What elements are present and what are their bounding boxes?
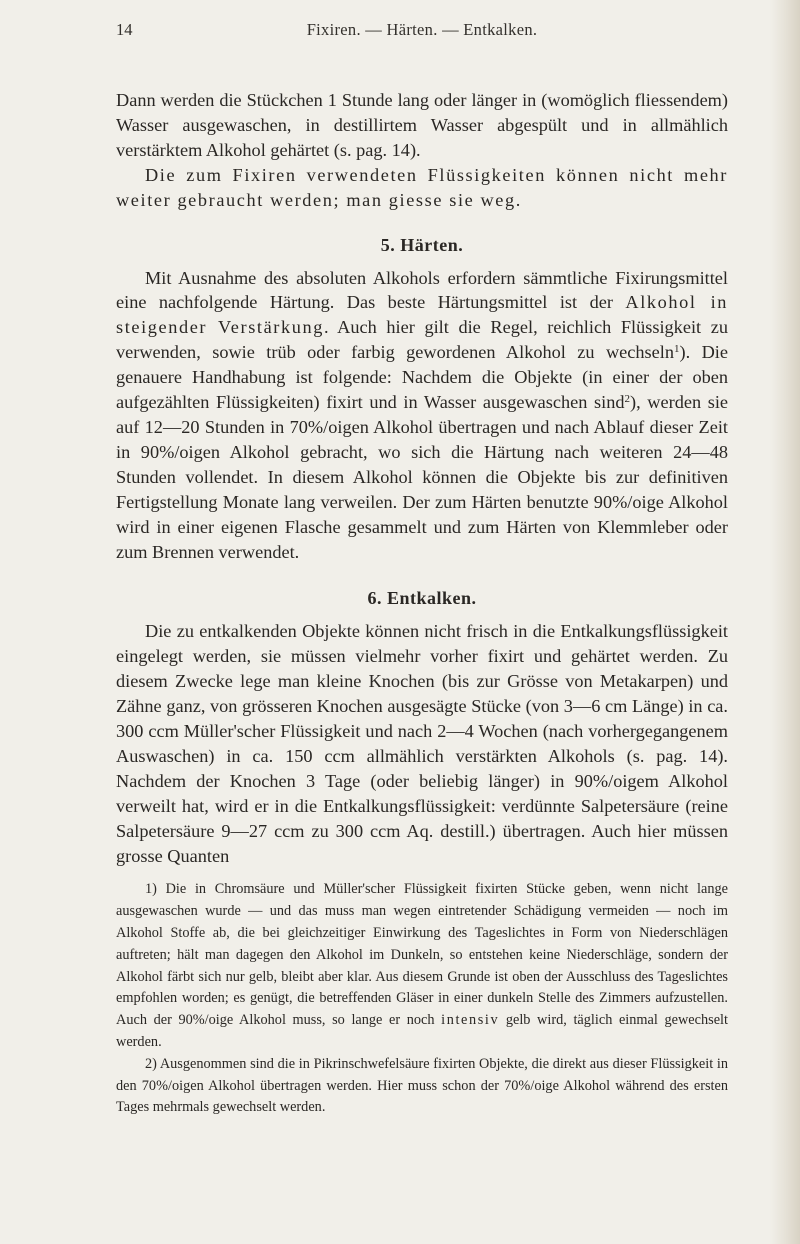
- footnote-1-emphasis: intensiv: [441, 1012, 500, 1029]
- running-title: Fixiren. — Härten. — Entkalken.: [306, 20, 538, 39]
- section-heading-haerten: 5. Härten.: [380, 234, 464, 255]
- section-heading-entkalken: 6. Entkalken.: [367, 588, 477, 609]
- entkalken-paragraph: Die zu entkalkenden Objekte können nicht frisch in die Entkalkungsflüssigkeit eingelegt werden, sie müssen vielmehr vorher fixirt und gehärtet werden. Zu diesem Zwecke lege man kleine Knochen (bis zur Grösse von Metakarpen) und Zähne ganz, von grösseren Knochen ausgesägte Stücke (von 3—6 cm Länge) in ca. 300 ccm Müller'scher Flüssigkeit und nach 2—4 Wochen (nach vorhergegangenem Auswaschen) in ca. 150 ccm allmählich verstärkten Alkohols (s. pag. 14). Nachdem der Knochen 3 Tage (oder beliebig länger) in 90%/oigem Alkohol verweilt hat, wird er in die Entkalkungsflüssigkeit: verdünnte Salpetersäure (reine Salpetersäure 9—27 ccm zu 300 ccm Aq. destill.) übertragen. Auch hier müssen grosse Quanten: [116, 621, 728, 866]
- footnotes: [116, 879, 728, 1119]
- haerten-paragraph: [116, 266, 728, 565]
- footnote-1-text-a: 1) Die in Chromsäure und Müller'scher Flüssigkeit fixirten Stücke geben, wenn nicht lange ausgewaschen wurde — und das muss man wegen eintretender Schädigung vermeiden — noch im Alkohol Stoffe ab, die bei gleichzeitiger Einwirkung des Tageslichtes in Form von Niederschlägen auftreten; hält man dagegen den Alkohol im Dunkeln, so entstehen keine Niederschläge, sondern der Alkohol färbt sich nur gelb, bleibt aber klar. Aus diesem Grunde ist oben der Ausschluss des Tageslichtes empfohlen worden; es genügt, die betreffenden Gläser in einer dunkeln Stelle des Zimmers aufzustellen. Auch der 90%/oige Alkohol muss, so lange er noch: [116, 881, 728, 1029]
- page-edge-shadow: [770, 0, 800, 1244]
- page-header: [116, 20, 728, 44]
- footnote-ref-2: 2: [624, 393, 631, 406]
- intro-paragraph: Dann werden die Stückchen 1 Stunde lang oder länger in (womöglich fliessendem) Wasser ausgewaschen, in destillirtem Wasser abgespült und in allmählich verstärktem Alkohol gehärtet (s. pag. 14).: [116, 90, 728, 160]
- footnote-1: [116, 879, 728, 1053]
- page-number: 14: [116, 20, 133, 39]
- footnote-ref-1: 1: [674, 343, 680, 356]
- footnote-2: 2) Ausgenommen sind die in Pikrinschwefelsäure fixirten Objekte, die direkt aus dieser Flüssigkeit in den 70%/oigen Alkohol übertragen werden. Hier muss schon der 70%/oige Alkohol während des ersten Tages mehrmals gewechselt werden.: [116, 1055, 728, 1116]
- haerten-text-c: ). Die genauere Handhabung ist folgende: Nachdem die Objekte (in einer der oben aufgezählten Flüssigkeiten) fixirt und in Wasser ausgewaschen sind: [116, 342, 728, 413]
- haerten-text-d: ), werden sie auf 12—20 Stunden in 70%/oigen Alkohol übertragen und nach Ablauf dieser Zeit in 90%/oigen Alkohol gebracht, wo sich die Härtung nach weiteren 24—48 Stunden vollendet. In diesem Alkohol können die Objekte bis zur definitiven Fertigstellung Monate lang verweilen. Der zum Härten benutzte 90%/oige Alkohol wird in einer eigenen Flasche gesammelt und zum Härten von Klemmleber oder zum Brennen verwendet.: [116, 392, 729, 562]
- intro-warning-text: Die zum Fixiren verwendeten Flüssigkeiten können nicht mehr weiter gebraucht werden; man giesse sie weg.: [116, 164, 728, 210]
- intro-warning-paragraph: [116, 163, 728, 213]
- haerten-emphasis: Alkohol in steigender Verstärkung: [116, 292, 728, 338]
- footnote-1-text-b: gelb wird, täglich einmal gewechselt werden.: [116, 1012, 728, 1051]
- haerten-text-a: Mit Ausnahme des absoluten Alkohols erfordern sämmtliche Fixirungsmittel eine nachfolgende Härtung. Das beste Härtungsmittel ist der: [116, 267, 728, 313]
- page-content: [116, 88, 728, 1119]
- haerten-text-b: . Auch hier gilt die Regel, reichlich Flüssigkeit zu verwenden, sowie trüb oder farbig gewordenen Alkohol zu wechseln: [116, 317, 728, 363]
